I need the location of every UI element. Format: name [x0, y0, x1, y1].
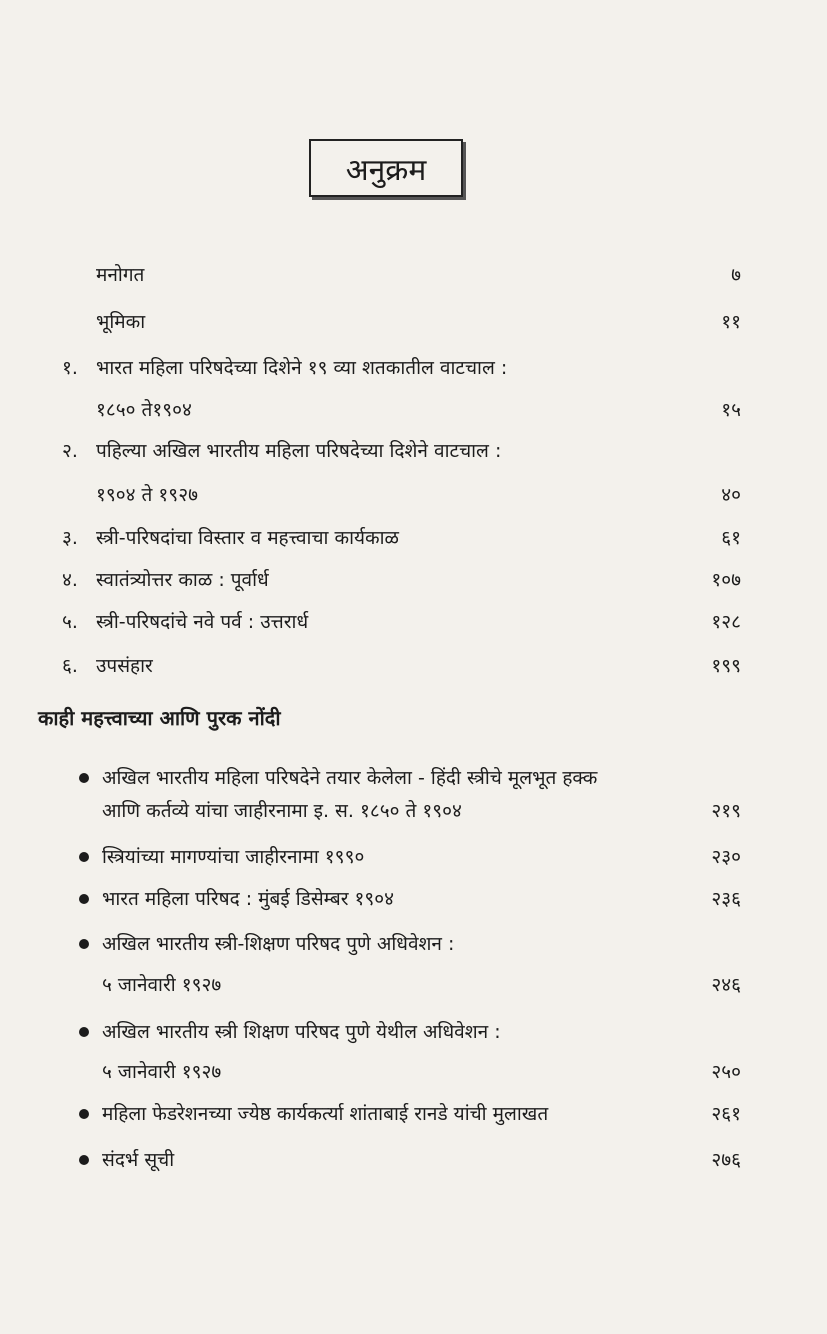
- appendix-item-text: संदर्भ सूची: [102, 1149, 175, 1171]
- appendix-item-page: २३०: [711, 846, 741, 868]
- toc-entry: [0, 603, 827, 639]
- appendix-item: [0, 880, 827, 916]
- toc-entry-text: १९०४ ते १९२७: [96, 484, 198, 506]
- toc-entry: [0, 432, 827, 468]
- toc-entry: [0, 561, 827, 597]
- bullet-icon: [79, 852, 89, 862]
- appendix-item: [0, 1013, 827, 1049]
- toc-entry-text: १८५० ते१९०४: [96, 399, 192, 421]
- appendix-item: [0, 966, 827, 1002]
- toc-entry: [0, 256, 827, 292]
- toc-entry: [0, 303, 827, 339]
- toc-entry-number: ४.: [62, 569, 78, 591]
- appendix-item-text: स्त्रियांच्या मागण्यांचा जाहीरनामा १९९०: [102, 846, 365, 868]
- toc-entry-text: मनोगत: [96, 264, 145, 286]
- section-heading: काही महत्त्वाच्या आणि पुरक नोंदी: [38, 706, 281, 730]
- toc-entry-text: पहिल्या अखिल भारतीय महिला परिषदेच्या दिशेने वाटचाल :: [96, 440, 502, 462]
- toc-entry-page: ११: [721, 311, 741, 333]
- toc-entry: [0, 519, 827, 555]
- toc-entry-page: ६१: [721, 527, 741, 549]
- appendix-item-text: अखिल भारतीय स्त्री शिक्षण परिषद पुणे येथील अधिवेशन :: [102, 1021, 501, 1043]
- toc-entry-number: २.: [62, 440, 78, 462]
- appendix-item: [0, 1141, 827, 1177]
- toc-entry-text: स्त्री-परिषदांचे नवे पर्व : उत्तरार्ध: [96, 611, 309, 633]
- toc-entry-text: भारत महिला परिषदेच्या दिशेने १९ व्या शतकातील वाटचाल :: [96, 357, 508, 379]
- toc-entry: [0, 391, 827, 427]
- appendix-item-text: ५ जानेवारी १९२७: [102, 1061, 222, 1083]
- appendix-item-text: अखिल भारतीय महिला परिषदेने तयार केलेला - हिंदी स्त्रीचे मूलभूत हक्क: [102, 767, 598, 789]
- toc-entry-number: ३.: [62, 527, 78, 549]
- toc-entry-text: उपसंहार: [96, 655, 153, 677]
- appendix-item-text: भारत महिला परिषद : मुंबई डिसेम्बर १९०४: [102, 888, 395, 910]
- appendix-item: [0, 1095, 827, 1131]
- bullet-icon: [79, 894, 89, 904]
- appendix-item-text: अखिल भारतीय स्त्री-शिक्षण परिषद पुणे अधिवेशन :: [102, 933, 455, 955]
- toc-entry: [0, 476, 827, 512]
- appendix-item: [0, 759, 827, 795]
- toc-entry-number: १.: [62, 357, 78, 379]
- toc-entry-number: ६.: [62, 655, 78, 677]
- toc-entry-page: ७: [731, 264, 741, 286]
- toc-entry-number: ५.: [62, 611, 78, 633]
- bullet-icon: [79, 939, 89, 949]
- appendix-item: [0, 925, 827, 961]
- toc-entry-text: भूमिका: [96, 311, 146, 333]
- bullet-icon: [79, 1027, 89, 1037]
- appendix-item-page: २५०: [711, 1061, 741, 1083]
- bullet-icon: [79, 1155, 89, 1165]
- toc-entry: [0, 349, 827, 385]
- toc-entry-page: ४०: [721, 484, 741, 506]
- appendix-item-page: २१९: [711, 800, 741, 822]
- toc-entry-page: १०७: [711, 569, 741, 591]
- toc-entry-text: स्त्री-परिषदांचा विस्तार व महत्त्वाचा कार्यकाळ: [96, 527, 399, 549]
- appendix-item: [0, 1053, 827, 1089]
- appendix-item-page: २३६: [711, 888, 741, 910]
- appendix-item-text: आणि कर्तव्ये यांचा जाहीरनामा इ. स. १८५० ते १९०४: [102, 800, 462, 822]
- toc-entry-page: १५: [721, 399, 741, 421]
- toc-entry-text: स्वातंत्र्योत्तर काळ : पूर्वार्ध: [96, 569, 269, 591]
- toc-entry-page: १२८: [711, 611, 741, 633]
- appendix-item: [0, 792, 827, 828]
- toc-entry-page: १९९: [711, 655, 741, 677]
- toc-entry: [0, 647, 827, 683]
- appendix-item: [0, 838, 827, 874]
- appendix-item-page: २६१: [711, 1103, 741, 1125]
- appendix-item-text: महिला फेडरेशनच्या ज्येष्ठ कार्यकर्त्या शांताबाई रानडे यांची मुलाखत: [102, 1103, 549, 1125]
- bullet-icon: [79, 1109, 89, 1119]
- appendix-item-text: ५ जानेवारी १९२७: [102, 974, 222, 996]
- page-title: अनुक्रम: [309, 139, 463, 197]
- bullet-icon: [79, 773, 89, 783]
- appendix-item-page: २४६: [711, 974, 741, 996]
- appendix-item-page: २७६: [711, 1149, 741, 1171]
